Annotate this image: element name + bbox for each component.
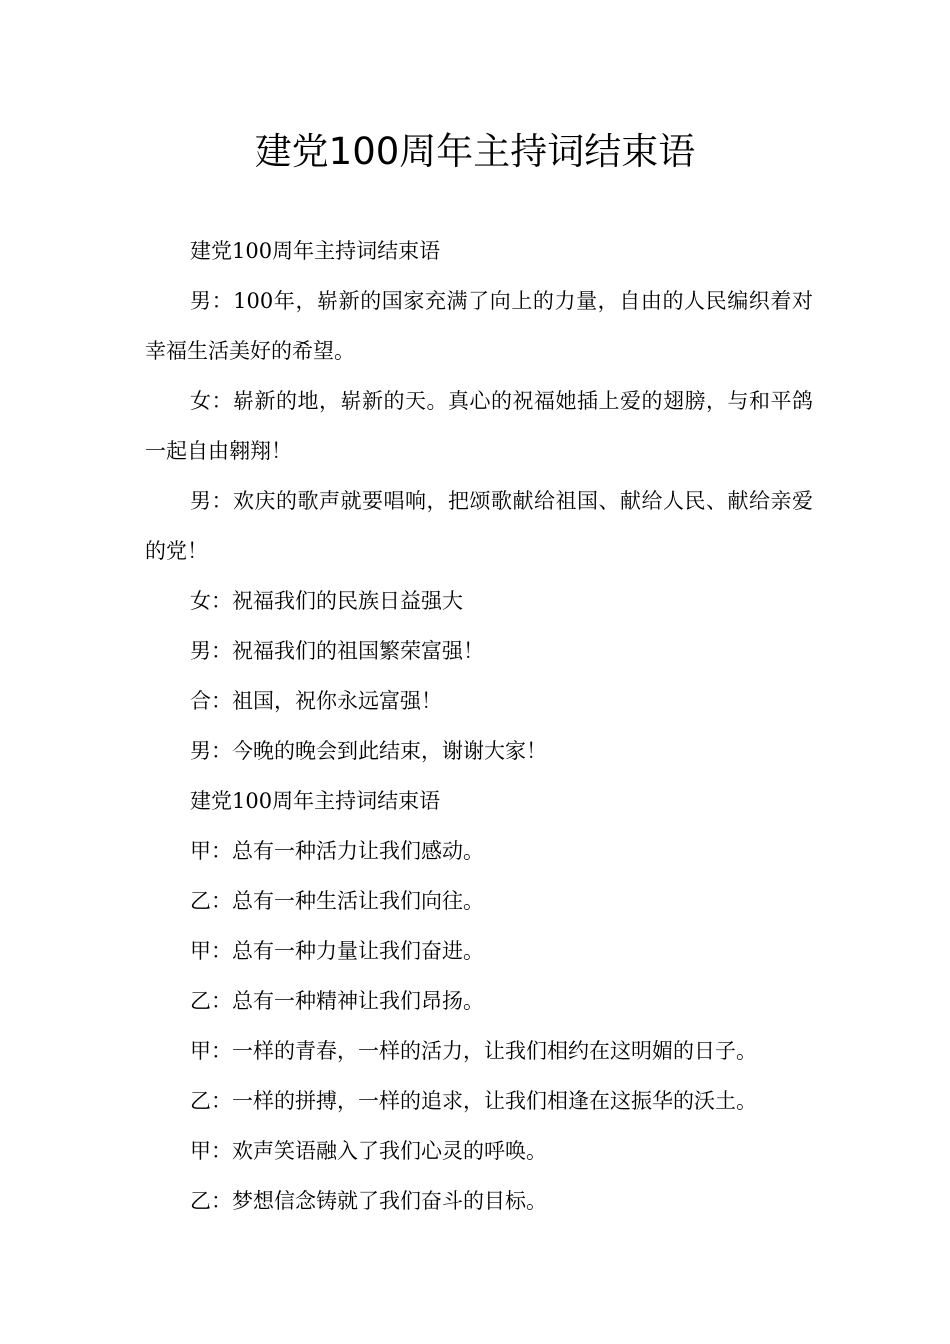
paragraph-subtitle-1: 建党100周年主持词结束语 [190,239,441,263]
paragraph-jia-4: 甲：欢声笑语融入了我们心灵的呼唤。 [190,1139,547,1163]
paragraph-jia-1: 甲：总有一种活力让我们感动。 [190,839,484,863]
paragraph-female-2: 女：祝福我们的民族日益强大 [190,589,463,613]
document-body [145,226,813,1226]
paragraph-jia-2: 甲：总有一种力量让我们奋进。 [190,939,484,963]
paragraph-jia-3: 甲：一样的青春，一样的活力，让我们相约在这明媚的日子。 [190,1039,757,1063]
paragraph-male-2: 男：欢庆的歌声就要唱响，把颂歌献给祖国、献给人民、献给亲爱的党！ [145,489,813,563]
paragraph-yi-3: 乙：一样的拼搏，一样的追求，让我们相逢在这振华的沃土。 [190,1089,757,1113]
paragraph-together: 合：祖国，祝你永远富强！ [190,689,442,713]
paragraph-subtitle-2: 建党100周年主持词结束语 [190,789,441,813]
paragraph-male-3: 男：祝福我们的祖国繁荣富强！ [190,639,484,663]
paragraph-yi-4: 乙：梦想信念铸就了我们奋斗的目标。 [190,1189,547,1213]
paragraph-female-1: 女：崭新的地，崭新的天。真心的祝福她插上爱的翅膀，与和平鸽一起自由翱翔！ [145,389,813,463]
paragraph-yi-1: 乙：总有一种生活让我们向往。 [190,889,484,913]
document-title: 建党100周年主持词结束语 [254,130,696,173]
paragraph-yi-2: 乙：总有一种精神让我们昂扬。 [190,989,484,1013]
paragraph-male-1: 男：100年，崭新的国家充满了向上的力量，自由的人民编织着对幸福生活美好的希望。 [145,289,813,363]
paragraph-male-4: 男：今晚的晚会到此结束，谢谢大家！ [190,739,547,763]
